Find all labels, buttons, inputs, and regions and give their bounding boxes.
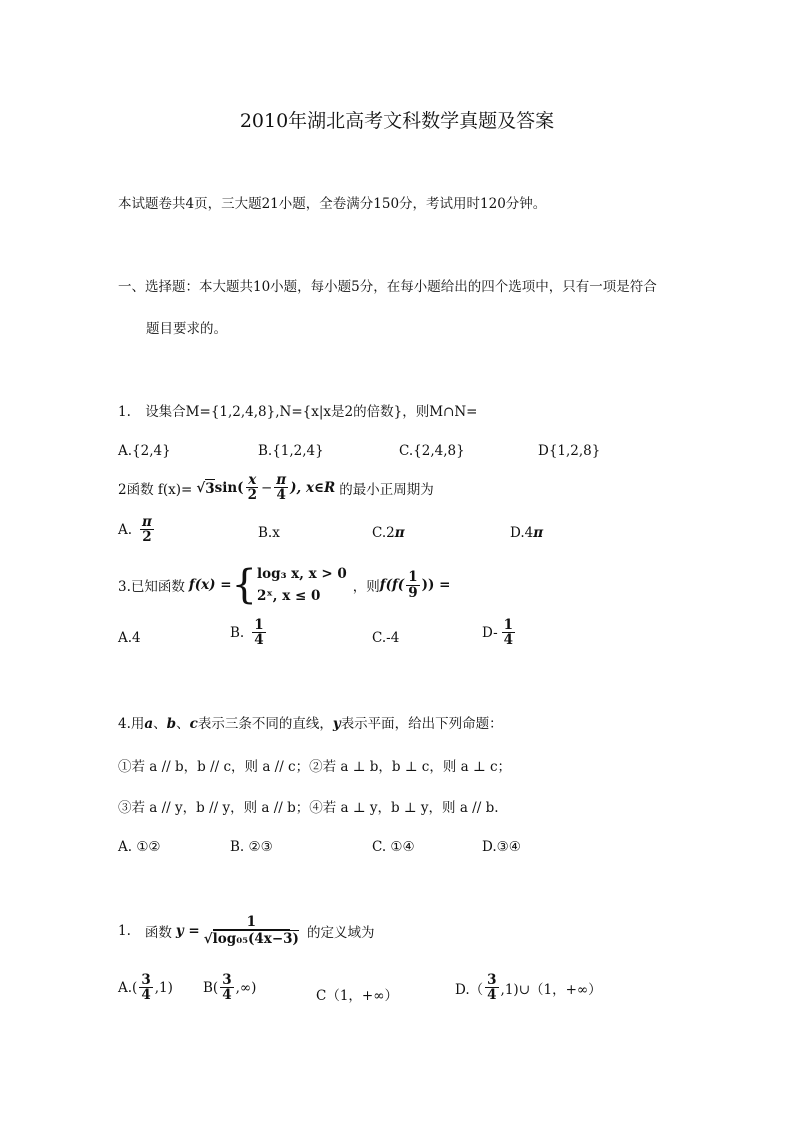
question-1 bbox=[118, 400, 477, 420]
q4-option-b: B. ②③ bbox=[230, 839, 273, 855]
q1-option-d: D{1,2,8} bbox=[538, 443, 601, 459]
question-4: 4.用a、b、c表示三条不同的直线，y表示平面，给出下列命题： bbox=[118, 716, 503, 732]
q3-option-a: A.4 bbox=[118, 630, 141, 646]
q3-option-c: C.-4 bbox=[372, 630, 400, 646]
question-stem: 设集合M={1,2,4,8},N={x|x是2的倍数}，则M∩N= bbox=[145, 404, 478, 420]
sqrt-value: 3 bbox=[205, 480, 215, 497]
q4-propositions-2: ③若 a // y，b // y，则 a // b；④若 a ⊥ y，b ⊥ y，则 a // b. bbox=[118, 800, 499, 816]
question-3: 3.已知函数 f(x) = { log₃ x, x > 0 2ˣ, x ≤ 0 ，则 f(f( $\frac{1}{9}$ )) = bbox=[118, 562, 451, 608]
brace-symbol: { bbox=[231, 562, 257, 608]
q5-option-c: C（1，+∞） bbox=[316, 988, 398, 1004]
q4-option-a: A. ①② bbox=[118, 839, 161, 855]
q1-option-a: A.{2,4} bbox=[118, 443, 171, 459]
q2-option-b: B.x bbox=[258, 525, 280, 541]
section-heading-cont: 题目要求的。 bbox=[146, 321, 227, 337]
q5-option-a: A.( $\frac{3}{4}$ ,1) bbox=[118, 972, 173, 1004]
q3-option-b: B. $\frac{1}{4}$ bbox=[230, 617, 264, 649]
piecewise-cases: log₃ x, x > 0 2ˣ, x ≤ 0 bbox=[257, 566, 347, 604]
question-5: 1. 函数 y = $\frac{1}{\text{√log₀₅(4x−3)}}$ 的定义域为 bbox=[118, 914, 375, 948]
fraction-pi-over-4: $\frac{\pi}{4}$ bbox=[276, 472, 287, 504]
q4-option-d: D.③④ bbox=[482, 839, 521, 855]
q5-option-b: B( $\frac{3}{4}$ ,∞) bbox=[203, 972, 257, 1004]
fraction-x-over-2: $\frac{x}{2}$ bbox=[247, 472, 257, 504]
fraction-domain: $\frac{1}{\text{√log₀₅(4x−3)}}$ bbox=[203, 914, 299, 948]
q5-option-d: D.（ $\frac{3}{4}$ ,1)∪（1，+∞） bbox=[455, 972, 602, 1004]
q1-option-c: C.{2,4,8} bbox=[399, 443, 465, 459]
question-number: 1. bbox=[118, 404, 131, 420]
q4-propositions-1: ①若 a // b，b // c，则 a // c；②若 a ⊥ b，b ⊥ c，则 a ⊥ c； bbox=[118, 759, 512, 775]
q2-option-c: C.2π bbox=[372, 525, 405, 541]
question-2: 2函数 f(x)= √ 3 sin( $\frac{x}{2}$ − $\frac{\pi}{4}$ ), x∈R 的最小正周期为 bbox=[118, 472, 434, 504]
q1-option-b: B.{1,2,4} bbox=[258, 443, 324, 459]
page-title: 2010年湖北高考文科数学真题及答案 bbox=[239, 110, 555, 132]
q3-option-d: D- $\frac{1}{4}$ bbox=[482, 617, 514, 649]
q2-prefix: 2函数 f(x)= bbox=[118, 481, 193, 498]
sqrt-symbol: √ bbox=[196, 479, 206, 496]
q2-option-d: D.4π bbox=[510, 525, 544, 541]
q2-option-a: A. $\frac{\pi}{2}$ bbox=[118, 514, 152, 546]
sin-func: sin( bbox=[214, 479, 244, 496]
q4-option-c: C. ①④ bbox=[372, 839, 415, 855]
section-heading: 一、选择题：本大题共10小题，每小题5分，在每小题给出的四个选项中，只有一项是符合 bbox=[118, 279, 657, 295]
fraction-1-over-9: $\frac{1}{9}$ bbox=[408, 569, 418, 601]
intro-text: 本试题卷共4页，三大题21小题，全卷满分150分，考试用时120分钟。 bbox=[118, 196, 547, 212]
